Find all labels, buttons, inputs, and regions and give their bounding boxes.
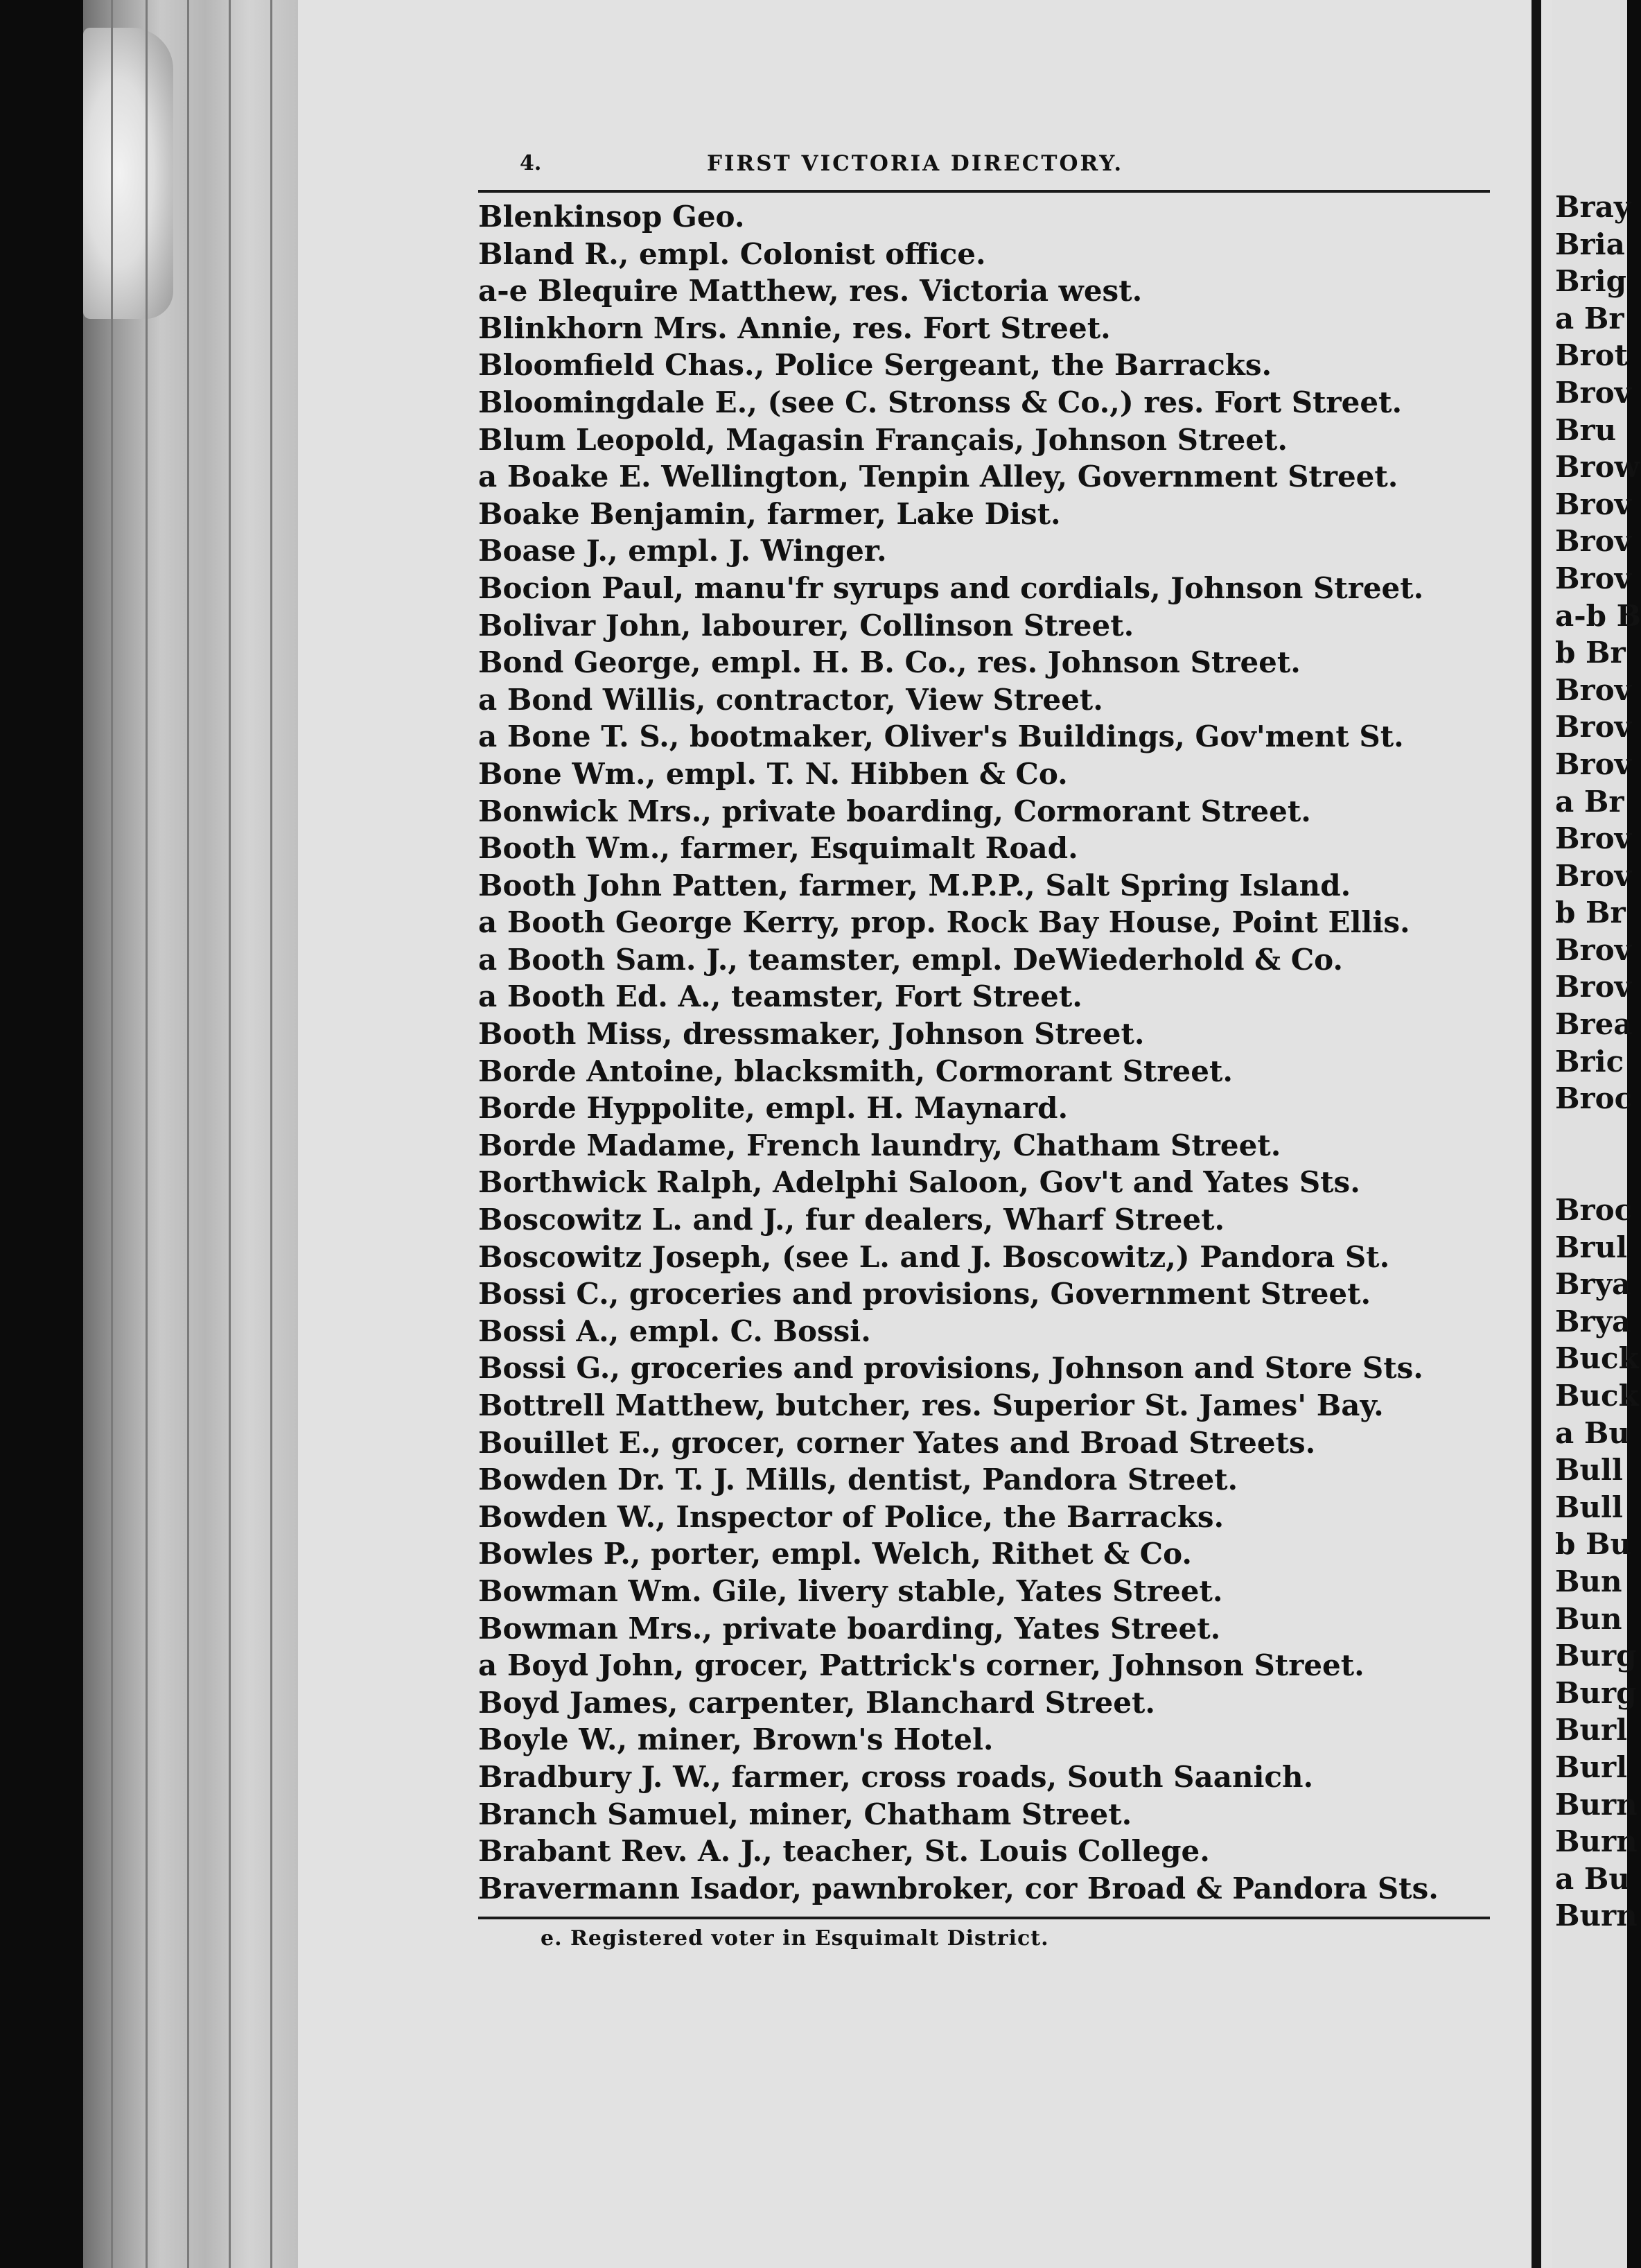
directory-entry: Bowman Mrs., private boarding, Yates Street.	[478, 1611, 1221, 1646]
directory-entry: Blinkhorn Mrs. Annie, res. Fort Street.	[478, 311, 1111, 345]
scan-background	[0, 0, 83, 2268]
page-edge-line	[146, 0, 148, 2268]
directory-entry: Blenkinsop Geo.	[478, 200, 745, 234]
next-page-fragment: Brov	[1555, 375, 1632, 410]
directory-entry: Brabant Rev. A. J., teacher, St. Louis College.	[478, 1834, 1210, 1869]
next-page-fragment: Brea	[1555, 1007, 1633, 1042]
directory-entry: a Booth Sam. J., teamster, empl. DeWiederhold & Co.	[478, 942, 1344, 977]
directory-entry: Bolivar John, labourer, Collinson Street.	[478, 608, 1134, 643]
fragment-gap	[1555, 1154, 1641, 1192]
directory-entries	[478, 198, 1490, 1907]
page-content	[478, 146, 1490, 1951]
next-page-fragment: Bull	[1555, 1453, 1623, 1488]
directory-entry: Bouillet E., grocer, corner Yates and Broad Streets.	[478, 1425, 1316, 1460]
next-page-fragment: Brov	[1555, 672, 1632, 707]
directory-entry: Blum Leopold, Magasin Français, Johnson Street.	[478, 422, 1288, 457]
directory-entry: Bond George, empl. H. B. Co., res. Johnson Street.	[478, 645, 1301, 680]
directory-entry: Bone Wm., empl. T. N. Hibben & Co.	[478, 756, 1068, 791]
next-page-fragment: Brya	[1555, 1304, 1631, 1338]
directory-entry: Bowden Dr. T. J. Mills, dentist, Pandora Street.	[478, 1463, 1238, 1497]
directory-entry: Bowles P., porter, empl. Welch, Rithet & Co.	[478, 1537, 1192, 1571]
directory-entry: Boake Benjamin, farmer, Lake Dist.	[478, 496, 1061, 531]
page-edge-line	[187, 0, 189, 2268]
next-page-fragment: Brov	[1555, 932, 1632, 967]
next-page-fragment: Bric	[1555, 1044, 1624, 1079]
next-page-fragment: Burg	[1555, 1675, 1637, 1710]
next-page-fragment: Brov	[1555, 970, 1632, 1004]
directory-entry: Bonwick Mrs., private boarding, Cormorant Street.	[478, 794, 1311, 828]
page-header	[478, 146, 1490, 193]
directory-entry: Borthwick Ralph, Adelphi Saloon, Gov't and Yates Sts.	[478, 1165, 1360, 1200]
directory-entry: Boscowitz Joseph, (see L. and J. Boscowitz,) Pandora St.	[478, 1239, 1390, 1274]
next-page-fragment: a-b B	[1555, 598, 1641, 633]
next-page-fragment: Brul	[1555, 1230, 1628, 1264]
next-page-fragment: Burl	[1555, 1713, 1628, 1747]
next-page-fragment: b Br	[1555, 636, 1626, 670]
next-page-fragment: Bru	[1555, 412, 1617, 447]
next-page-fragment: Broc	[1555, 1193, 1633, 1228]
next-page-fragment: Burn	[1555, 1899, 1638, 1933]
directory-entry: a Bond Willis, contractor, View Street.	[478, 682, 1103, 717]
directory-entry: Bossi A., empl. C. Bossi.	[478, 1314, 871, 1348]
torn-page-edge	[83, 28, 173, 319]
footnote: e. Registered voter in Esquimalt District.	[541, 1926, 1049, 1951]
next-page-fragment: Bray	[1555, 190, 1631, 224]
page-gutter	[1532, 0, 1541, 2268]
directory-entry: Bowden W., Inspector of Police, the Barracks.	[478, 1499, 1225, 1534]
next-page-fragment: Burl	[1555, 1750, 1628, 1784]
directory-entry: a Boyd John, grocer, Pattrick's corner, Johnson Street.	[478, 1648, 1364, 1683]
next-page-fragment: Bria	[1555, 227, 1625, 261]
directory-entry: Booth John Patten, farmer, M.P.P., Salt Spring Island.	[478, 868, 1351, 902]
next-page-fragment: b Br	[1555, 896, 1626, 930]
page-number: 4.	[520, 151, 542, 175]
page-edge-line	[111, 0, 113, 2268]
directory-entry: Bloomfield Chas., Police Sergeant, the Barracks.	[478, 348, 1272, 383]
directory-entry: Booth Miss, dressmaker, Johnson Street.	[478, 1017, 1145, 1052]
directory-entry: Bossi C., groceries and provisions, Government Street.	[478, 1277, 1371, 1311]
next-page-fragments	[1555, 189, 1641, 1935]
next-page-fragment: Bun	[1555, 1564, 1622, 1598]
page-edge-line	[270, 0, 272, 2268]
directory-entry: Booth Wm., farmer, Esquimalt Road.	[478, 831, 1078, 866]
next-page-fragment: Buck	[1555, 1341, 1639, 1376]
directory-entry: Borde Hyppolite, empl. H. Maynard.	[478, 1091, 1069, 1126]
directory-page	[298, 0, 1558, 2268]
next-page-fragment: Brow	[1555, 450, 1640, 485]
directory-entry: a Bone T. S., bootmaker, Oliver's Buildings, Gov'ment St.	[478, 719, 1404, 754]
directory-entry: Boyd James, carpenter, Blanchard Street.	[478, 1685, 1155, 1720]
next-page-fragment: b Bu	[1555, 1527, 1632, 1562]
next-page-fragment: Broc	[1555, 1081, 1633, 1116]
directory-entry: Bravermann Isador, pawnbroker, cor Broad & Pandora Sts.	[478, 1871, 1439, 1905]
directory-entry: Bloomingdale E., (see C. Stronss & Co.,) res. Fort Street.	[478, 385, 1403, 419]
directory-entry: a Booth George Kerry, prop. Rock Bay House, Point Ellis.	[478, 905, 1410, 940]
directory-entry: Borde Antoine, blacksmith, Cormorant Street.	[478, 1054, 1234, 1088]
directory-entry: Bossi G., groceries and provisions, Johnson and Store Sts.	[478, 1351, 1423, 1386]
directory-entry: Bottrell Matthew, butcher, res. Superior St. James' Bay.	[478, 1388, 1384, 1422]
directory-entry: Boscowitz L. and J., fur dealers, Wharf Street.	[478, 1203, 1225, 1237]
directory-entry: a-e Blequire Matthew, res. Victoria west.	[478, 274, 1143, 308]
next-page-fragment: a Br	[1555, 301, 1624, 335]
directory-entry: Borde Madame, French laundry, Chatham Street.	[478, 1128, 1281, 1162]
next-page-fragment: Burn	[1555, 1787, 1638, 1822]
directory-entry: Bland R., empl. Colonist office.	[478, 236, 986, 271]
page-edge-line	[229, 0, 231, 2268]
next-page-fragment: Brot	[1555, 338, 1629, 373]
directory-entry: a Booth Ed. A., teamster, Fort Street.	[478, 979, 1082, 1014]
next-page-fragment: a Bu	[1555, 1415, 1630, 1450]
next-page-fragment: Bull	[1555, 1490, 1623, 1524]
fragment-gap	[1555, 1117, 1641, 1155]
next-page-fragment: Brov	[1555, 821, 1632, 856]
next-page-fragment: Bun	[1555, 1601, 1622, 1636]
next-page-fragment: Brov	[1555, 487, 1632, 521]
next-page-fragment: Brov	[1555, 858, 1632, 893]
next-page-fragment: Brov	[1555, 710, 1632, 744]
directory-entry: Branch Samuel, miner, Chatham Street.	[478, 1797, 1132, 1831]
next-page-fragment: Burn	[1555, 1824, 1638, 1859]
directory-entry: a Boake E. Wellington, Tenpin Alley, Government Street.	[478, 460, 1398, 494]
running-title: FIRST VICTORIA DIRECTORY.	[707, 151, 1124, 176]
directory-entry: Boyle W., miner, Brown's Hotel.	[478, 1722, 994, 1757]
next-page-fragment: Brov	[1555, 561, 1632, 595]
next-page-edge	[1552, 0, 1641, 2268]
directory-entry: Bradbury J. W., farmer, cross roads, South Saanich.	[478, 1759, 1314, 1794]
book-binding	[83, 0, 305, 2268]
next-page-fragment: Brov	[1555, 524, 1632, 559]
directory-entry: Bocion Paul, manu'fr syrups and cordials, Johnson Street.	[478, 570, 1424, 605]
next-page-fragment: a Br	[1555, 784, 1624, 819]
next-page-fragment: Buck	[1555, 1379, 1639, 1413]
next-page-fragment: Burg	[1555, 1639, 1637, 1673]
next-page-fragment: Brig	[1555, 264, 1626, 299]
next-page-fragment: a Bu	[1555, 1861, 1630, 1896]
next-page-fragment: Brya	[1555, 1267, 1631, 1302]
directory-entry: Bowman Wm. Gile, livery stable, Yates Street.	[478, 1573, 1223, 1608]
footnote-rule	[478, 1917, 1490, 1919]
next-page-fragment: Brov	[1555, 747, 1632, 781]
directory-entry: Boase J., empl. J. Winger.	[478, 534, 887, 568]
